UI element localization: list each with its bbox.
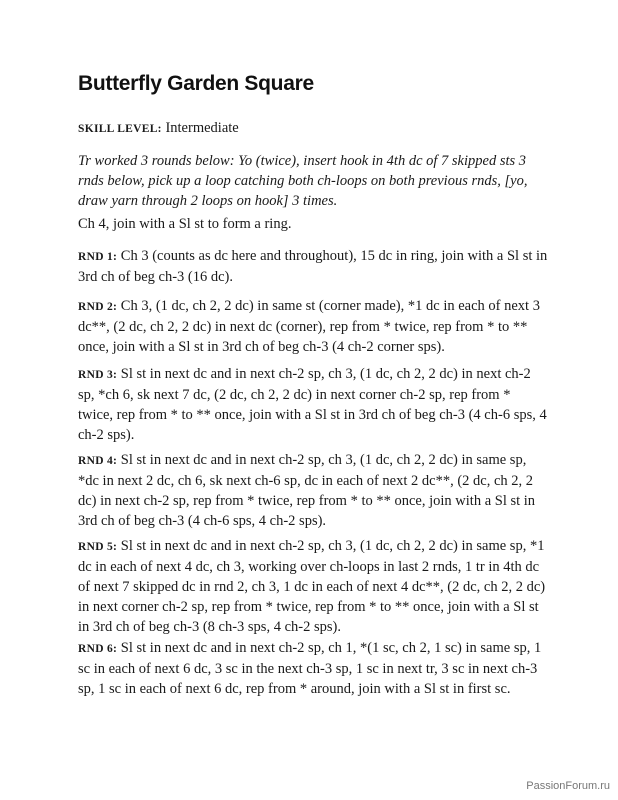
round-text: Sl st in next dc and in next ch-2 sp, ch 3, (1 dc, ch 2, 2 dc) in same sp, *dc in next 2 dc, ch 6, sk next ch-6 sp, dc in each of next 2 dc**, (2 dc, ch 2, 2 dc) in next ch-2 sp, rep from * twice, rep from * to ** once, join with a Sl st in 3rd ch of beg ch-3 (4 ch-6 sps, 4 ch-2 sps). <box>78 452 536 529</box>
round-label: RND 6: <box>78 643 118 655</box>
round-2 <box>78 296 548 357</box>
pattern-title: Butterfly Garden Square <box>78 72 314 95</box>
watermark: PassionForum.ru <box>526 780 610 792</box>
round-label: RND 3: <box>78 369 118 381</box>
round-text: Sl st in next dc and in next ch-2 sp, ch 3, (1 dc, ch 2, 2 dc) in same sp, *1 dc in each of next 4 dc, ch 3, working over ch-loops in last 2 rnds, 1 tr in 4th dc of next 7 skipped dc in rnd 2, ch 3, 1 dc in each of next 4 dc**, (2 dc, ch 2, 2 dc) in next corner ch-2 sp, rep from * twice, rep from * to ** once, join with a Sl st in 3rd ch of beg ch-3 (8 ch-3 sps, 4 ch-2 sps). <box>78 538 546 635</box>
round-label: RND 1: <box>78 251 118 263</box>
start-instruction: Ch 4, join with a Sl st to form a ring. <box>78 216 292 232</box>
round-5 <box>78 536 548 637</box>
round-4 <box>78 450 548 531</box>
round-3 <box>78 364 548 445</box>
round-text: Ch 3, (1 dc, ch 2, 2 dc) in same st (corner made), *1 dc in each of next 3 dc**, (2 dc, ch 2, 2 dc) in next dc (corner), rep from * twice, rep from * to ** once, join with a Sl st in 3rd ch of beg ch-3 (4 ch-2 corner sps). <box>78 298 540 355</box>
treble-note: Tr worked 3 rounds below: Yo (twice), insert hook in 4th dc of 7 skipped sts 3 rnds below, pick up a loop catching both ch-loops on both previous rnds, [yo, draw yarn through 2 loops on hook] 3 times. <box>78 153 528 209</box>
skill-level <box>78 120 239 137</box>
skill-level-label: SKILL LEVEL: <box>78 123 162 135</box>
round-label: RND 5: <box>78 541 118 553</box>
round-text: Ch 3 (counts as dc here and throughout), 15 dc in ring, join with a Sl st in 3rd ch of beg ch-3 (16 dc). <box>78 248 548 285</box>
round-label: RND 2: <box>78 301 118 313</box>
round-label: RND 4: <box>78 455 118 467</box>
round-1 <box>78 246 548 287</box>
skill-level-value: Intermediate <box>161 120 239 136</box>
round-text: Sl st in next dc and in next ch-2 sp, ch 1, *(1 sc, ch 2, 1 sc) in same sp, 1 sc in each of next 6 dc, 3 sc in the next ch-3 sp, 1 sc in next tr, 3 sc in next ch-3 sp, 1 sc in each of next 6 dc, rep from * around, join with a Sl st in first sc. <box>78 640 542 697</box>
round-text: Sl st in next dc and in next ch-2 sp, ch 3, (1 dc, ch 2, 2 dc) in next ch-2 sp, *ch 6, sk next 7 dc, (2 dc, ch 2, 2 dc) in next corner ch-2 sp, rep from * twice, rep from * to ** once, join with a Sl st in 3rd ch of beg ch-3 (4 ch-6 sps, 4 ch-2 sps). <box>78 366 547 443</box>
round-6 <box>78 638 548 699</box>
